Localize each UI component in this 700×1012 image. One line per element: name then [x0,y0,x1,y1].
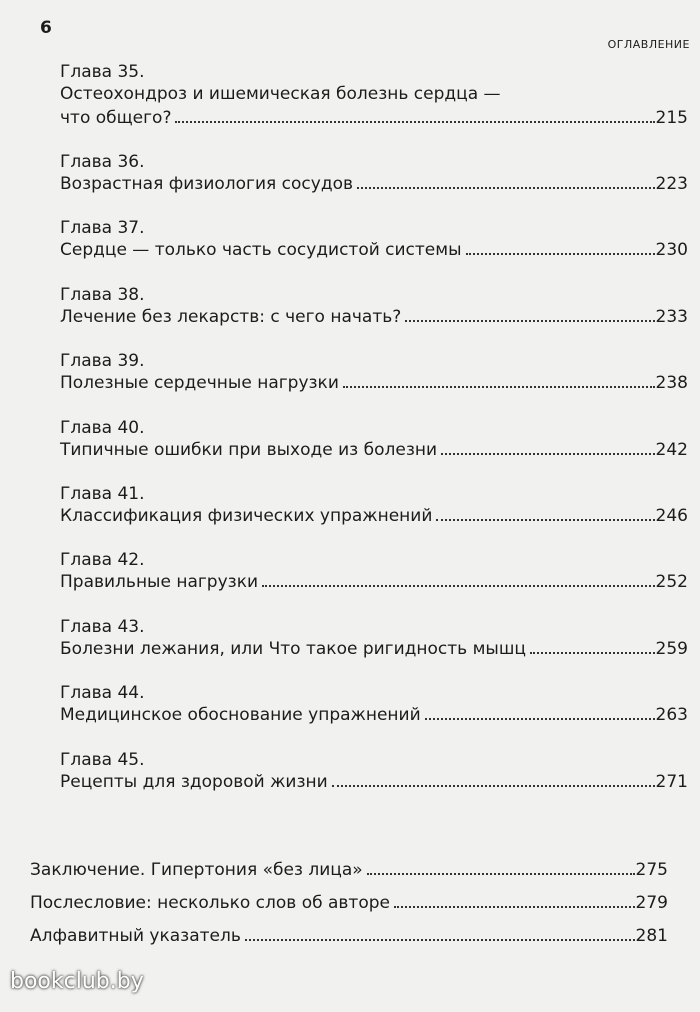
back-entry-page-number: 281 [635,926,668,946]
toc-back-matter [30,858,668,957]
chapter-label: Глава 41. [60,483,145,504]
watermark: bookclub.by [10,969,144,994]
dot-leader [245,939,635,941]
toc-back-entry [30,858,668,891]
chapter-label: Глава 42. [60,550,145,571]
back-entry-title: Заключение. Гипертония «без лица» [30,860,363,880]
chapter-title: Медицинское обоснование упражнений [60,705,421,726]
chapter-page-number: 263 [655,705,688,726]
toc-entry [60,216,688,282]
chapter-label: Глава 44. [60,683,145,704]
dot-leader [262,585,655,587]
chapter-label: Глава 39. [60,351,145,372]
toc-entry [60,482,688,548]
dot-leader [175,121,654,123]
chapter-title: Болезни лежания, или Что такое ригидность мышц [60,638,526,659]
toc-entry [60,349,688,415]
toc-entry [60,748,688,814]
chapter-title: Типичные ошибки при выходе из болезни [60,439,438,460]
chapter-title: Возрастная физиология сосудов [60,174,354,194]
chapter-page-number: 246 [655,505,688,526]
chapter-title: Полезные сердечные нагрузки [60,373,339,394]
chapter-title-line [60,305,688,329]
chapter-title: что общего? [60,108,172,128]
chapter-title-line [60,570,688,594]
chapter-title-line: Остеохондроз и ишемическая болезнь сердца — [60,84,501,104]
chapter-label: Глава 38. [60,284,145,305]
chapter-title-line [60,438,688,462]
chapter-title-line [60,504,688,528]
toc-back-entry [30,924,668,957]
toc-entry [60,150,688,216]
chapter-page-number: 215 [655,108,688,128]
back-entry-title: Послесловие: несколько слов об авторе [30,893,390,913]
toc-entry [60,283,688,349]
toc-entry [60,416,688,482]
chapter-page-number: 230 [655,240,688,261]
chapter-label: Глава 36. [60,152,145,172]
back-entry-page-number: 279 [635,893,668,913]
toc-chapters [60,60,688,814]
dot-leader [441,453,655,455]
running-head: ОГЛАВЛЕНИЕ [607,38,690,51]
toc-entry [60,60,688,150]
back-entry-page-number: 275 [635,860,668,880]
toc-entry [60,548,688,614]
chapter-label: Глава 35. [60,62,145,82]
chapter-label: Глава 37. [60,218,145,239]
dot-leader [436,519,654,521]
back-entry-title: Алфавитный указатель [30,926,241,946]
toc-back-entry [30,891,668,924]
chapter-title: Рецепты для здоровой жизни [60,771,328,792]
chapter-title: Лечение без лекарств: с чего начать? [60,306,402,327]
chapter-title-line [60,106,688,130]
chapter-page-number: 238 [655,373,688,394]
chapter-title-line [60,172,688,196]
toc-entry [60,681,688,747]
dot-leader [357,187,655,189]
dot-leader [466,253,655,255]
chapter-page-number: 223 [655,174,688,194]
chapter-title: Сердце — только часть сосудистой системы [60,240,462,261]
chapter-page-number: 259 [655,638,688,659]
chapter-page-number: 252 [655,572,688,593]
chapter-label: Глава 45. [60,749,145,770]
dot-leader [367,873,635,875]
dot-leader [394,906,635,908]
toc-entry [60,615,688,681]
page-number: 6 [40,18,52,38]
chapter-title: Классификация физических упражнений [60,505,433,526]
dot-leader [332,785,655,787]
dot-leader [343,386,655,388]
chapter-page-number: 271 [655,771,688,792]
chapter-title-line [60,770,688,794]
chapter-page-number: 233 [655,306,688,327]
dot-leader [425,718,655,720]
chapter-title-line [60,371,688,395]
dot-leader [530,652,655,654]
dot-leader [405,320,654,322]
chapter-title-line [60,703,688,727]
chapter-title-line [60,637,688,661]
chapter-title: Правильные нагрузки [60,572,259,593]
chapter-title-line [60,238,688,262]
chapter-label: Глава 43. [60,616,145,637]
chapter-page-number: 242 [655,439,688,460]
chapter-label: Глава 40. [60,417,145,438]
